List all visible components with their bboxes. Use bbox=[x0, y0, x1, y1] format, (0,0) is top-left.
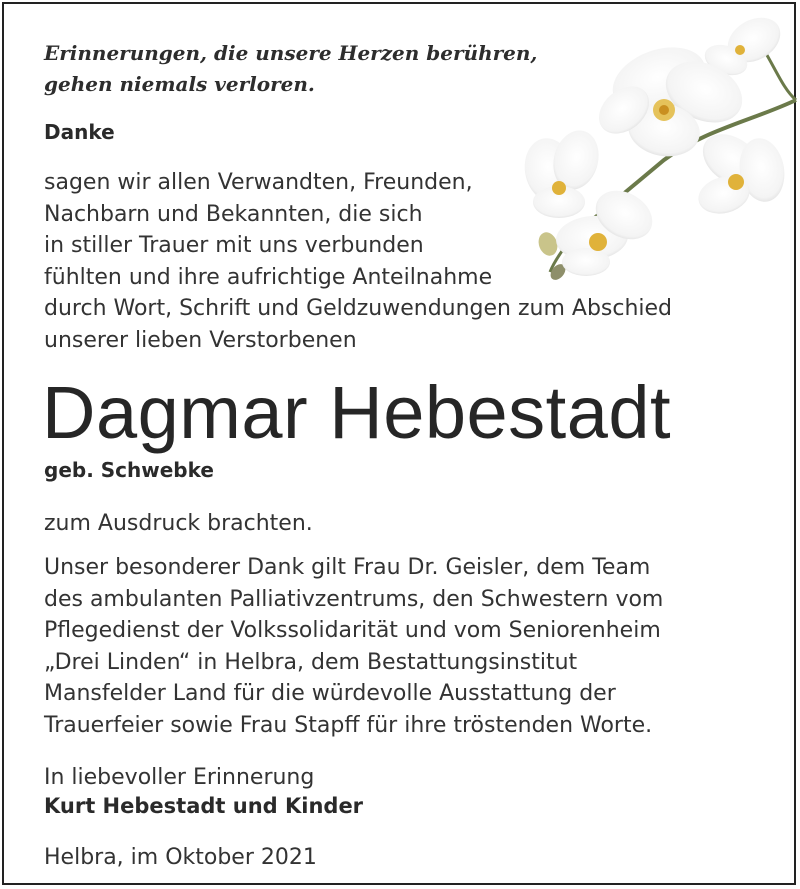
signer-name: Kurt Hebestadt und Kinder bbox=[44, 794, 364, 818]
text-line: durch Wort, Schrift und Geldzuwendungen zum Abschied bbox=[44, 296, 673, 321]
text-line: des ambulanten Palliativzentrums, den Schwestern vom bbox=[44, 586, 664, 612]
memorial-quote bbox=[44, 38, 537, 100]
obituary-card bbox=[2, 2, 796, 885]
regards-line: In liebevoller Erinnerung bbox=[44, 765, 315, 790]
text-line: unserer lieben Verstorbenen bbox=[44, 327, 357, 353]
text-line: Pflegedienst der Volkssolidarität und vom Seniorenheim bbox=[44, 618, 661, 643]
quote-line: Erinnerungen, die unsere Herzen berühren, bbox=[44, 41, 538, 65]
closing-phrase: zum Ausdruck brachten. bbox=[44, 511, 313, 536]
thanks-heading: Danke bbox=[44, 120, 115, 144]
deceased-name: Dagmar Hebestadt bbox=[42, 371, 672, 454]
text-line: in stiller Trauer mit uns verbunden bbox=[44, 233, 424, 258]
place-date: Helbra, im Oktober 2021 bbox=[44, 845, 317, 870]
text-line: Unser besonderer Dank gilt Frau Dr. Geisler, dem Team bbox=[44, 555, 651, 580]
quote-line: gehen niemals verloren. bbox=[44, 72, 315, 96]
text-line: sagen wir allen Verwandten, Freunden, bbox=[44, 170, 473, 195]
text-line: fühlten und ihre aufrichtige Anteilnahme bbox=[44, 264, 493, 290]
maiden-name: geb. Schwebke bbox=[44, 458, 214, 482]
text-line: Mansfelder Land für die würdevolle Ausstattung der bbox=[44, 681, 616, 706]
orchid-icon bbox=[514, 10, 798, 290]
text-line: Trauerfeier sowie Frau Stapff für ihre tröstenden Worte. bbox=[44, 712, 653, 738]
text-line: „Drei Linden“ in Helbra, dem Bestattungsinstitut bbox=[44, 649, 578, 675]
text-line: Nachbarn und Bekannten, die sich bbox=[44, 201, 423, 227]
special-thanks bbox=[44, 552, 663, 741]
